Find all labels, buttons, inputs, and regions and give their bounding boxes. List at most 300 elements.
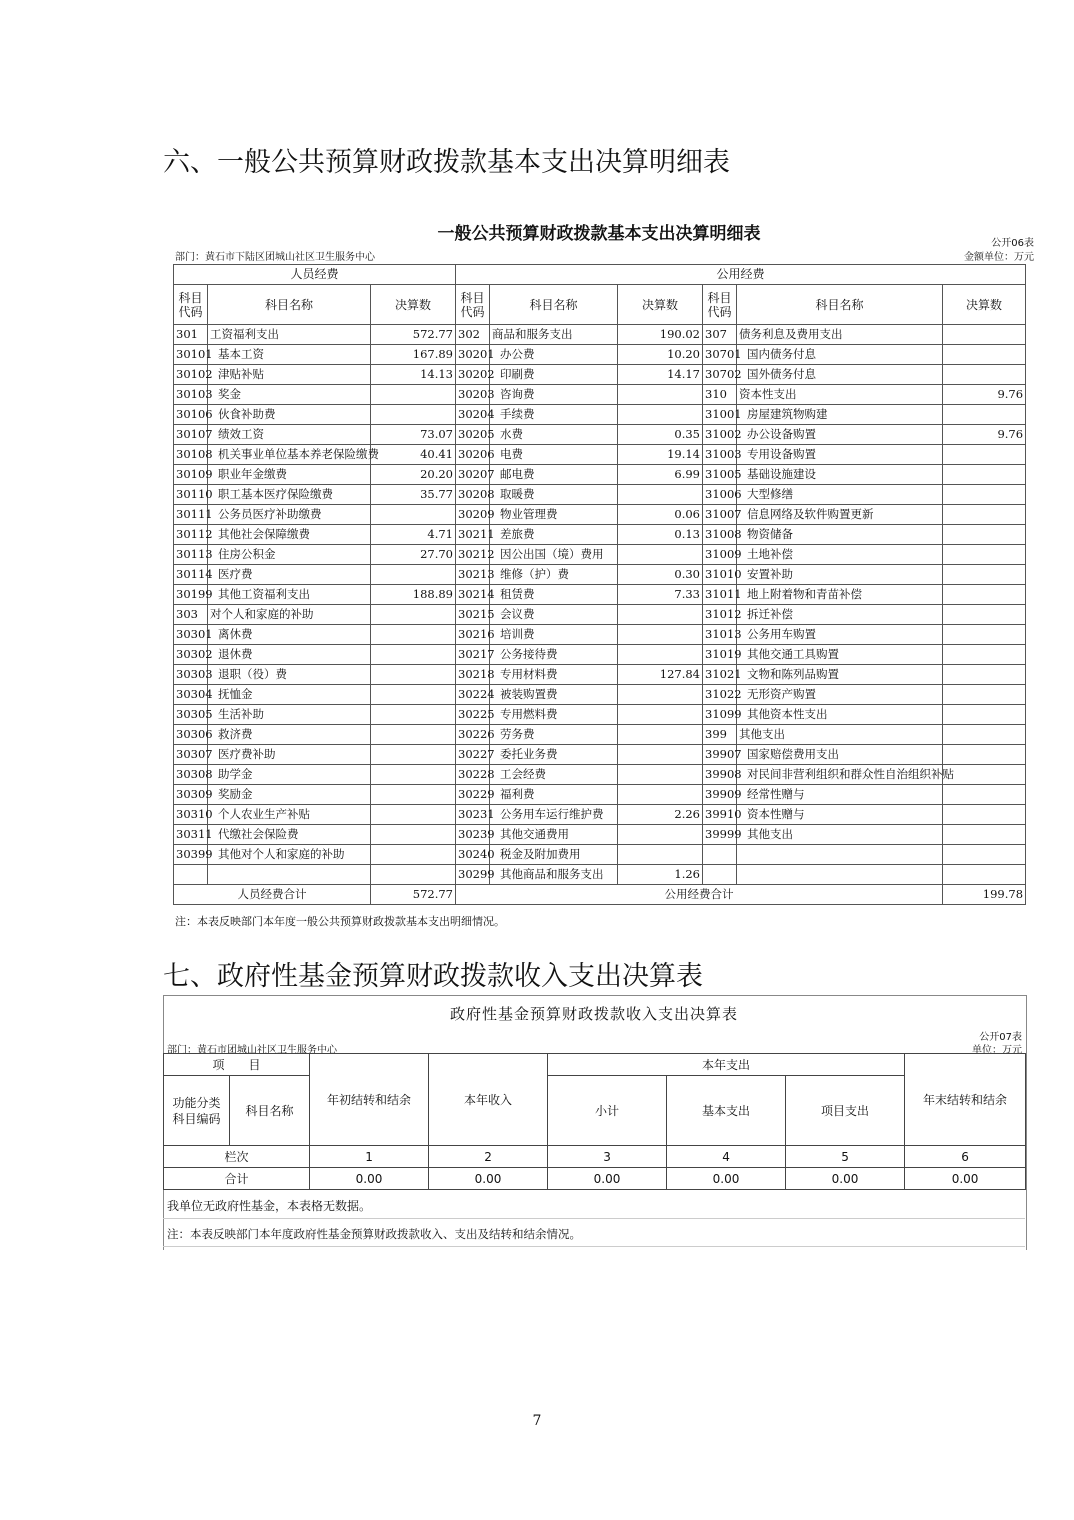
name-cell: 退职（役）费 xyxy=(208,665,371,685)
amount-cell: 2.26 xyxy=(618,805,703,825)
code-cell: 30109 xyxy=(174,465,208,485)
amount-cell xyxy=(618,845,703,865)
code-cell: 30103 xyxy=(174,385,208,405)
code-cell: 31019 xyxy=(703,645,737,665)
amount-cell xyxy=(618,385,703,405)
amount-cell xyxy=(943,785,1026,805)
amount-cell xyxy=(371,565,456,585)
code-cell: 30207 xyxy=(456,465,490,485)
name-cell: 经常性赠与 xyxy=(737,785,943,805)
code-cell: 30106 xyxy=(174,405,208,425)
amount-cell xyxy=(618,685,703,705)
public-total-label: 公用经费合计 xyxy=(456,885,943,905)
name-cell: 租赁费 xyxy=(490,585,618,605)
code-cell: 30113 xyxy=(174,545,208,565)
code-cell: 31002 xyxy=(703,425,737,445)
code-cell xyxy=(703,845,737,865)
table-row xyxy=(174,365,1026,385)
code-cell: 30204 xyxy=(456,405,490,425)
total-value: 0.00 xyxy=(310,1168,429,1190)
amount-cell xyxy=(943,445,1026,465)
name-cell: 福利费 xyxy=(490,785,618,805)
name-cell: 对民间非营利组织和群众性自治组织补贴 xyxy=(737,765,943,785)
page-number: 7 xyxy=(532,1413,542,1429)
table-row xyxy=(174,825,1026,845)
amount-cell xyxy=(943,745,1026,765)
amount-cell: 0.13 xyxy=(618,525,703,545)
name-cell: 培训费 xyxy=(490,625,618,645)
code-cell: 31008 xyxy=(703,525,737,545)
name-cell: 债务利息及费用支出 xyxy=(737,325,943,345)
header-item: 项 目 xyxy=(164,1054,310,1076)
name-cell: 水费 xyxy=(490,425,618,445)
code-cell: 30239 xyxy=(456,825,490,845)
amount-cell: 9.76 xyxy=(943,425,1026,445)
name-cell: 文物和陈列品购置 xyxy=(737,665,943,685)
code-cell: 30310 xyxy=(174,805,208,825)
total-label: 合计 xyxy=(164,1168,310,1190)
table-06 xyxy=(173,264,1026,905)
name-cell: 商品和服务支出 xyxy=(490,325,618,345)
table-row xyxy=(174,845,1026,865)
code-cell: 30216 xyxy=(456,625,490,645)
name-cell: 伙食补助费 xyxy=(208,405,371,425)
name-cell: 无形资产购置 xyxy=(737,685,943,705)
code-cell: 30112 xyxy=(174,525,208,545)
table-row xyxy=(174,345,1026,365)
amount-cell xyxy=(618,745,703,765)
amount-cell xyxy=(943,465,1026,485)
code-cell: 31021 xyxy=(703,665,737,685)
amount-cell xyxy=(371,745,456,765)
total-value: 0.00 xyxy=(905,1168,1026,1190)
amount-cell xyxy=(371,385,456,405)
code-cell: 30218 xyxy=(456,665,490,685)
amount-cell xyxy=(371,765,456,785)
code-cell: 30114 xyxy=(174,565,208,585)
name-cell: 退休费 xyxy=(208,645,371,665)
table-07-no-data: 我单位无政府性基金，本表格无数据。 xyxy=(167,1199,372,1213)
code-cell: 30701 xyxy=(703,345,737,365)
col-number-label: 栏次 xyxy=(164,1146,310,1168)
amount-cell: 0.30 xyxy=(618,565,703,585)
amount-cell xyxy=(371,705,456,725)
table-row xyxy=(174,505,1026,525)
name-cell: 生活补助 xyxy=(208,705,371,725)
table-07-unit: 单位：万元 xyxy=(972,1045,1022,1056)
amount-cell xyxy=(943,525,1026,545)
name-cell: 房屋建筑物购建 xyxy=(737,405,943,425)
name-cell: 大型修缮 xyxy=(737,485,943,505)
amount-cell xyxy=(943,345,1026,365)
code-cell: 30214 xyxy=(456,585,490,605)
name-cell xyxy=(737,845,943,865)
code-cell: 30307 xyxy=(174,745,208,765)
name-cell: 专用材料费 xyxy=(490,665,618,685)
table-06-dept: 部门：黄石市下陆区团城山社区卫生服务中心 xyxy=(175,252,375,263)
code-cell: 30224 xyxy=(456,685,490,705)
name-cell: 专用设备购置 xyxy=(737,445,943,465)
header-code: 科目 代码 xyxy=(703,285,737,325)
code-cell: 31012 xyxy=(703,605,737,625)
amount-cell xyxy=(618,645,703,665)
amount-cell xyxy=(371,685,456,705)
table-total-row xyxy=(174,885,1026,905)
name-cell: 个人农业生产补贴 xyxy=(208,805,371,825)
amount-cell: 7.33 xyxy=(618,585,703,605)
amount-cell xyxy=(371,845,456,865)
table-row xyxy=(174,405,1026,425)
code-cell: 399 xyxy=(703,725,737,745)
name-cell: 奖金 xyxy=(208,385,371,405)
code-cell: 39908 xyxy=(703,765,737,785)
code-cell: 30311 xyxy=(174,825,208,845)
header-basic: 基本支出 xyxy=(667,1076,786,1146)
amount-cell xyxy=(371,505,456,525)
name-cell: 物资储备 xyxy=(737,525,943,545)
name-cell: 咨询费 xyxy=(490,385,618,405)
header-name: 科目名称 xyxy=(737,285,943,325)
group-personnel: 人员经费 xyxy=(174,265,456,285)
name-cell: 助学金 xyxy=(208,765,371,785)
code-cell: 30305 xyxy=(174,705,208,725)
table-06-unit: 金额单位：万元 xyxy=(964,252,1034,263)
amount-cell xyxy=(618,545,703,565)
amount-cell xyxy=(943,485,1026,505)
amount-cell: 188.89 xyxy=(371,585,456,605)
amount-cell: 127.84 xyxy=(618,665,703,685)
table-row xyxy=(174,865,1026,885)
name-cell: 津贴补贴 xyxy=(208,365,371,385)
code-cell: 31013 xyxy=(703,625,737,645)
amount-cell: 190.02 xyxy=(618,325,703,345)
code-cell: 31099 xyxy=(703,705,737,725)
code-cell: 30240 xyxy=(456,845,490,865)
total-value: 0.00 xyxy=(667,1168,786,1190)
code-cell: 31009 xyxy=(703,545,737,565)
amount-cell xyxy=(371,805,456,825)
amount-cell xyxy=(618,705,703,725)
name-cell: 被装购置费 xyxy=(490,685,618,705)
amount-cell: 9.76 xyxy=(943,385,1026,405)
code-cell xyxy=(703,865,737,885)
name-cell: 机关事业单位基本养老保险缴费 xyxy=(208,445,371,465)
amount-cell: 6.99 xyxy=(618,465,703,485)
table-row xyxy=(174,685,1026,705)
table-row xyxy=(174,525,1026,545)
table-07 xyxy=(163,1053,1026,1190)
amount-cell xyxy=(618,785,703,805)
code-cell: 31001 xyxy=(703,405,737,425)
table-row xyxy=(174,545,1026,565)
header-subject-name: 科目名称 xyxy=(230,1076,310,1146)
code-cell: 31010 xyxy=(703,565,737,585)
name-cell: 国外债务付息 xyxy=(737,365,943,385)
code-cell: 30226 xyxy=(456,725,490,745)
name-cell: 其他商品和服务支出 xyxy=(490,865,618,885)
name-cell: 印刷费 xyxy=(490,365,618,385)
name-cell: 职业年金缴费 xyxy=(208,465,371,485)
amount-cell xyxy=(371,405,456,425)
table-row xyxy=(174,745,1026,765)
amount-cell xyxy=(943,405,1026,425)
amount-cell xyxy=(618,725,703,745)
header-expense: 本年支出 xyxy=(548,1054,905,1076)
amount-cell: 1.26 xyxy=(618,865,703,885)
header-name: 科目名称 xyxy=(490,285,618,325)
amount-cell xyxy=(371,625,456,645)
name-cell: 其他对个人和家庭的补助 xyxy=(208,845,371,865)
code-cell: 30101 xyxy=(174,345,208,365)
name-cell xyxy=(737,865,943,885)
name-cell: 对个人和家庭的补助 xyxy=(208,605,371,625)
name-cell: 差旅费 xyxy=(490,525,618,545)
code-cell: 30209 xyxy=(456,505,490,525)
table-row xyxy=(174,805,1026,825)
personnel-total: 572.77 xyxy=(371,885,456,905)
name-cell: 代缴社会保险费 xyxy=(208,825,371,845)
code-cell: 30111 xyxy=(174,505,208,525)
code-cell: 30227 xyxy=(456,745,490,765)
col-number: 5 xyxy=(786,1146,905,1168)
amount-cell xyxy=(618,605,703,625)
amount-cell: 14.13 xyxy=(371,365,456,385)
code-cell: 31007 xyxy=(703,505,737,525)
table-07-note: 注：本表反映部门本年度政府性基金预算财政拨款收入、支出及结转和结余情况。 xyxy=(167,1227,581,1241)
amount-cell xyxy=(943,365,1026,385)
name-cell: 国内债务付息 xyxy=(737,345,943,365)
name-cell: 其他交通费用 xyxy=(490,825,618,845)
code-cell: 30301 xyxy=(174,625,208,645)
col-number: 1 xyxy=(310,1146,429,1168)
code-cell: 303 xyxy=(174,605,208,625)
amount-cell xyxy=(371,665,456,685)
code-cell: 30229 xyxy=(456,785,490,805)
table-06-title: 一般公共预算财政拨款基本支出决算明细表 xyxy=(437,224,761,244)
col-number: 6 xyxy=(905,1146,1026,1168)
header-code: 科目 代码 xyxy=(174,285,208,325)
name-cell: 国家赔偿费用支出 xyxy=(737,745,943,765)
amount-cell: 40.41 xyxy=(371,445,456,465)
code-cell: 307 xyxy=(703,325,737,345)
name-cell xyxy=(208,865,371,885)
amount-cell: 0.06 xyxy=(618,505,703,525)
amount-cell xyxy=(371,605,456,625)
name-cell: 其他社会保障缴费 xyxy=(208,525,371,545)
name-cell: 安置补助 xyxy=(737,565,943,585)
code-cell: 30309 xyxy=(174,785,208,805)
table-row xyxy=(174,625,1026,645)
code-cell: 30702 xyxy=(703,365,737,385)
name-cell: 救济费 xyxy=(208,725,371,745)
group-public: 公用经费 xyxy=(456,265,1026,285)
amount-cell xyxy=(943,825,1026,845)
code-cell: 30199 xyxy=(174,585,208,605)
name-cell: 职工基本医疗保险缴费 xyxy=(208,485,371,505)
amount-cell xyxy=(618,825,703,845)
amount-cell: 10.20 xyxy=(618,345,703,365)
code-cell: 30306 xyxy=(174,725,208,745)
table-row xyxy=(174,665,1026,685)
name-cell: 基础设施建设 xyxy=(737,465,943,485)
code-cell: 30202 xyxy=(456,365,490,385)
name-cell: 医疗费补助 xyxy=(208,745,371,765)
name-cell: 抚恤金 xyxy=(208,685,371,705)
table-row xyxy=(174,445,1026,465)
name-cell: 公务接待费 xyxy=(490,645,618,665)
total-value: 0.00 xyxy=(548,1168,667,1190)
name-cell: 劳务费 xyxy=(490,725,618,745)
amount-cell xyxy=(943,545,1026,565)
amount-cell xyxy=(943,325,1026,345)
name-cell: 资本性支出 xyxy=(737,385,943,405)
header-code: 科目 代码 xyxy=(456,285,490,325)
amount-cell: 73.07 xyxy=(371,425,456,445)
name-cell: 公务员医疗补助缴费 xyxy=(208,505,371,525)
header-end-balance: 年末结转和结余 xyxy=(905,1054,1026,1146)
table-row xyxy=(174,385,1026,405)
table-row xyxy=(174,425,1026,445)
amount-cell: 19.14 xyxy=(618,445,703,465)
code-cell: 30215 xyxy=(456,605,490,625)
code-cell xyxy=(174,865,208,885)
name-cell: 信息网络及软件购置更新 xyxy=(737,505,943,525)
amount-cell xyxy=(943,765,1026,785)
name-cell: 住房公积金 xyxy=(208,545,371,565)
table-row xyxy=(174,725,1026,745)
amount-cell xyxy=(943,725,1026,745)
amount-cell xyxy=(618,625,703,645)
table-row xyxy=(174,465,1026,485)
code-cell: 301 xyxy=(174,325,208,345)
name-cell: 基本工资 xyxy=(208,345,371,365)
amount-cell xyxy=(371,865,456,885)
code-cell: 31003 xyxy=(703,445,737,465)
amount-cell xyxy=(943,645,1026,665)
code-cell: 30205 xyxy=(456,425,490,445)
table-row xyxy=(174,605,1026,625)
code-cell: 30303 xyxy=(174,665,208,685)
table-row xyxy=(174,645,1026,665)
section-7-heading: 七、政府性基金预算财政拨款收入支出决算表 xyxy=(163,961,703,992)
header-amount: 决算数 xyxy=(618,285,703,325)
name-cell: 办公费 xyxy=(490,345,618,365)
name-cell: 拆迁补偿 xyxy=(737,605,943,625)
table-row xyxy=(174,585,1026,605)
header-amount: 决算数 xyxy=(371,285,456,325)
table-07-dept: 部门：黄石市团城山社区卫生服务中心 xyxy=(167,1045,337,1056)
amount-cell xyxy=(618,485,703,505)
header-begin-balance: 年初结转和结余 xyxy=(310,1054,429,1146)
code-cell: 30225 xyxy=(456,705,490,725)
code-cell: 30203 xyxy=(456,385,490,405)
code-cell: 39910 xyxy=(703,805,737,825)
amount-cell xyxy=(618,765,703,785)
name-cell: 离休费 xyxy=(208,625,371,645)
header-income: 本年收入 xyxy=(429,1054,548,1146)
code-cell: 30302 xyxy=(174,645,208,665)
name-cell: 因公出国（境）费用 xyxy=(490,545,618,565)
name-cell: 手续费 xyxy=(490,405,618,425)
code-cell: 31011 xyxy=(703,585,737,605)
code-cell: 30212 xyxy=(456,545,490,565)
code-cell: 30206 xyxy=(456,445,490,465)
code-cell: 30107 xyxy=(174,425,208,445)
code-cell: 30228 xyxy=(456,765,490,785)
amount-cell xyxy=(943,605,1026,625)
name-cell: 其他资本性支出 xyxy=(737,705,943,725)
section-6-heading: 六、一般公共预算财政拨款基本支出决算明细表 xyxy=(163,147,730,178)
code-cell: 30201 xyxy=(456,345,490,365)
col-number: 4 xyxy=(667,1146,786,1168)
amount-cell xyxy=(371,645,456,665)
name-cell: 会议费 xyxy=(490,605,618,625)
header-subtotal: 小计 xyxy=(548,1076,667,1146)
table-row xyxy=(174,765,1026,785)
code-cell: 30213 xyxy=(456,565,490,585)
amount-cell xyxy=(371,825,456,845)
code-cell: 30304 xyxy=(174,685,208,705)
table-06-form-code: 公开06表 xyxy=(991,238,1034,249)
table-row xyxy=(174,325,1026,345)
name-cell: 工资福利支出 xyxy=(208,325,371,345)
amount-cell xyxy=(371,725,456,745)
name-cell: 其他支出 xyxy=(737,725,943,745)
amount-cell xyxy=(943,685,1026,705)
code-cell: 30299 xyxy=(456,865,490,885)
name-cell: 绩效工资 xyxy=(208,425,371,445)
name-cell: 其他支出 xyxy=(737,825,943,845)
code-cell: 31022 xyxy=(703,685,737,705)
code-cell: 39907 xyxy=(703,745,737,765)
public-total: 199.78 xyxy=(943,885,1026,905)
amount-cell xyxy=(618,405,703,425)
table-06-note: 注：本表反映部门本年度一般公共预算财政拨款基本支出明细情况。 xyxy=(175,915,505,928)
amount-cell: 167.89 xyxy=(371,345,456,365)
table-row xyxy=(174,785,1026,805)
code-cell: 30231 xyxy=(456,805,490,825)
code-cell: 30308 xyxy=(174,765,208,785)
code-cell: 30108 xyxy=(174,445,208,465)
divider xyxy=(163,1218,1025,1219)
header-amount: 决算数 xyxy=(943,285,1026,325)
name-cell: 公务用车运行维护费 xyxy=(490,805,618,825)
table-row xyxy=(174,705,1026,725)
amount-cell xyxy=(943,585,1026,605)
header-name: 科目名称 xyxy=(208,285,371,325)
name-cell: 办公设备购置 xyxy=(737,425,943,445)
amount-cell: 14.17 xyxy=(618,365,703,385)
code-cell: 31005 xyxy=(703,465,737,485)
code-cell: 30102 xyxy=(174,365,208,385)
name-cell: 专用燃料费 xyxy=(490,705,618,725)
code-cell: 310 xyxy=(703,385,737,405)
table-row xyxy=(174,485,1026,505)
header-func-code: 功能分类 科目编码 xyxy=(164,1076,230,1146)
amount-cell: 4.71 xyxy=(371,525,456,545)
name-cell: 税金及附加费用 xyxy=(490,845,618,865)
code-cell: 30211 xyxy=(456,525,490,545)
amount-cell xyxy=(943,805,1026,825)
name-cell: 取暖费 xyxy=(490,485,618,505)
code-cell: 30208 xyxy=(456,485,490,505)
amount-cell xyxy=(943,565,1026,585)
name-cell: 土地补偿 xyxy=(737,545,943,565)
code-cell: 30217 xyxy=(456,645,490,665)
col-number: 2 xyxy=(429,1146,548,1168)
name-cell: 邮电费 xyxy=(490,465,618,485)
table-row xyxy=(174,565,1026,585)
